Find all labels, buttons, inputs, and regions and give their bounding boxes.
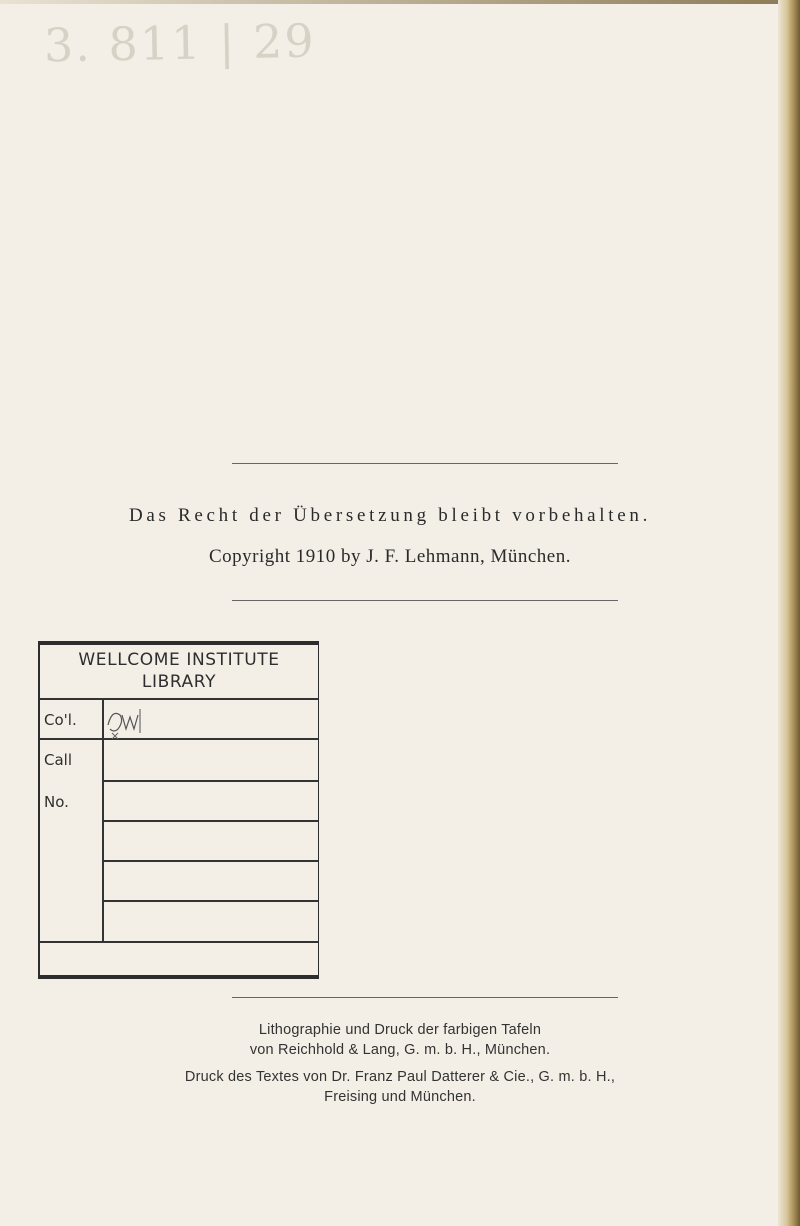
- coll-label: Co'l.: [44, 711, 77, 729]
- top-divider: [232, 463, 618, 464]
- stamp-title-line2: LIBRARY: [141, 672, 217, 692]
- call-number-handwriting-icon: [102, 703, 146, 741]
- call-label: Call: [44, 751, 73, 769]
- imprint-text-printing-line1: Druck des Textes von Dr. Franz Paul Datterer & Cie., G. m. b. H.,: [184, 1069, 616, 1085]
- copyright-line: Copyright 1910 by J. F. Lehmann, München.: [208, 546, 571, 567]
- imprint-lithography: [0, 1020, 800, 1060]
- rights-notice: Das Recht der Übersetzung bleibt vorbehalten.: [128, 505, 652, 526]
- stamp-title-line1: WELLCOME INSTITUTE: [78, 650, 280, 670]
- stamp-bottom-rule: [40, 941, 318, 943]
- no-label: No.: [44, 793, 69, 811]
- stamp-header-rule: [40, 698, 318, 700]
- stamp-call-row-4: [102, 900, 318, 902]
- stamp-call-row-3: [102, 860, 318, 862]
- stamp-title: [40, 649, 318, 693]
- handwritten-shelfmark: 3. 811 | 29: [43, 13, 317, 73]
- stamp-coll-rule: [40, 738, 318, 740]
- stamp-call-row-2: [102, 820, 318, 822]
- imprint-lithography-line2: von Reichhold & Lang, G. m. b. H., München.: [249, 1042, 551, 1058]
- stamp-call-row-1: [102, 780, 318, 782]
- middle-divider: [232, 600, 618, 601]
- library-stamp: [38, 641, 319, 979]
- imprint-lithography-line1: Lithographie und Druck der farbigen Tafeln: [258, 1022, 542, 1038]
- imprint-text-printing: [0, 1067, 800, 1107]
- imprint-text-printing-line2: Freising und München.: [324, 1089, 476, 1105]
- bottom-divider: [232, 997, 618, 998]
- top-page-edge: [0, 0, 800, 4]
